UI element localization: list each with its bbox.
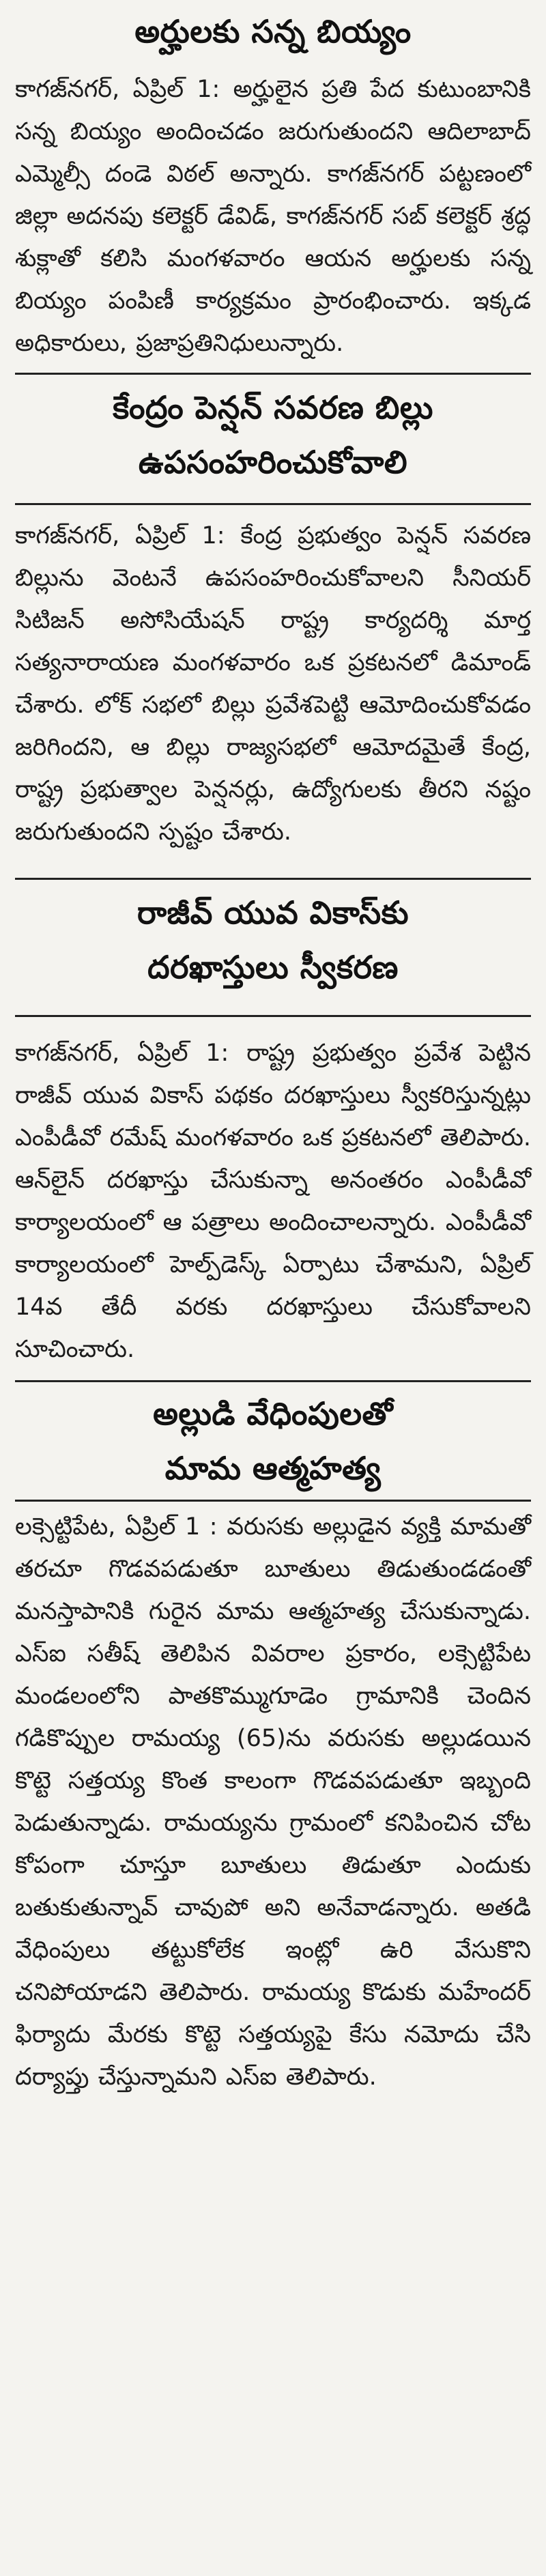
headline-divider: [15, 503, 531, 505]
article-body: కాగజ్‌నగర్, ఏప్రిల్ 1: కేంద్ర ప్రభుత్వం పెన్షన్ సవరణ బిల్లును వెంటనే ఉపసంహరించుకోవాలని సీనియర్ సిటిజన్ అసోసియేషన్ రాష్ట్ర కార్యదర్శి మార్త సత్యనారాయణ మంగళవారం ఒక ప్రకటనలో డిమాండ్ చేశారు. లోక్ సభలో బిల్లు ప్రవేశపెట్టి ఆమోదించుకోవడం జరిగిందని, ఆ బిల్లు రాజ్యసభలో ఆమోదమైతే కేంద్ర, రాష్ట్ర ప్రభుత్వాల పెన్షనర్లు, ఉద్యోగులకు తీరని నష్టం జరుగుతుందని స్పష్టం చేశారు.: [15, 522, 531, 846]
headline-block: [15, 375, 531, 503]
article-body: లక్సెట్టిపేట, ఏప్రిల్ 1 : వరుసకు అల్లుడైన వ్యక్తి మామతో తరచూ గొడవపడుతూ బూతులు తిడుతుండడంతో మనస్తాపానికి గురైన మామ ఆత్మహత్య చేసుకున్నాడు. ఎస్ఐ సతీష్ తెలిపిన వివరాల ప్రకారం, లక్సెట్టిపేట మండలంలోని పాతకొమ్ముగూడెం గ్రామానికి చెందిన గడికొప్పుల రామయ్య (65)ను వరుసకు అల్లుడయిన కొట్టె సత్తయ్య కొంత కాలంగా గొడవపడుతూ ఇబ్బంది పెడుతున్నాడు. రామయ్యను గ్రామంలో కనిపించిన చోట కోపంగా చూస్తూ బూతులు తిడుతూ ఎందుకు బతుకుతున్నావ్ చావుపో అని అనేవాడన్నారు. అతడి వేధింపులు తట్టుకోలేక ఇంట్లో ఉరి వేసుకొని చనిపోయాడని తెలిపారు. రామయ్య కొడుకు మహేందర్ ఫిర్యాదు మేరకు కొట్టె సత్తయ్యపై కేసు నమోదు చేసి దర్యాప్తు చేస్తున్నామని ఎస్ఐ తెలిపారు.: [15, 1513, 531, 2091]
headline-line-2: ఉపసంహరించుకోవాలి: [138, 444, 408, 481]
headline-line-2: దరఖాస్తులు స్వీకరణ: [147, 949, 399, 986]
article-harassment-suicide: [15, 1382, 531, 2098]
headline-divider: [15, 1500, 531, 1502]
headline-line-1: అల్లుడి వేధింపులతో: [153, 1395, 393, 1432]
headline-line-2: మామ ఆత్మహత్య: [164, 1450, 382, 1487]
headline-block: [15, 1382, 531, 1500]
newspaper-column: [0, 4, 546, 2576]
article-body: కాగజ్‌నగర్, ఏప్రిల్ 1: రాష్ట్ర ప్రభుత్వం ప్రవేశ పెట్టిన రాజీవ్ యువ వికాస్ పథకం దరఖాస్తులు స్వీకరిస్తున్నట్లు ఎంపీడీవో రమేష్ మంగళవారం ఒక ప్రకటనలో తెలిపారు. ఆన్‌లైన్ దరఖాస్తు చేసుకున్నా అనంతరం ఎంపీడీవో కార్యాలయంలో ఆ పత్రాలు అందించాలన్నారు. ఎంపీడీవో కార్యాలయంలో హెల్ప్‌డెస్క్ ఏర్పాటు చేశామని, ఏప్రిల్ 14వ తేదీ వరకు దరఖాస్తులు చేసుకోవాలని సూచించారు.: [15, 1040, 531, 1363]
headline-divider: [15, 1015, 531, 1017]
article-pension-bill: [15, 375, 531, 853]
headline-line-1: కేంద్రం పెన్షన్ సవరణ బిల్లు: [113, 389, 433, 426]
headline: అర్హులకు సన్న బియ్యం: [134, 13, 412, 50]
headline-line-1: రాజీవ్ యువ వికాస్‌కు: [136, 894, 410, 931]
headline-block: [15, 880, 531, 1015]
article-body: కాగజ్‌నగర్, ఏప్రిల్ 1: అర్హులైన ప్రతి పేద కుటుంబానికి సన్న బియ్యం అందించడం జరుగుతుందని ఆదిలాబాద్ ఎమ్మెల్సీ దండె విఠల్ అన్నారు. కాగజ్‌నగర్ పట్టణంలో జిల్లా అదనపు కలెక్టర్ డేవిడ్, కాగజ్‌నగర్ సబ్ కలెక్టర్ శ్రద్ధ శుక్లాతో కలిసి మంగళవారం ఆయన అర్హులకు సన్న బియ్యం పంపిణీ కార్యక్రమం ప్రారంభించారు. ఇక్కడ అధికారులు, ప్రజాప్రతినిధులున్నారు.: [15, 76, 531, 357]
article-rice-distribution: [15, 4, 531, 364]
article-rajiv-yuva-vikas: [15, 880, 531, 1371]
